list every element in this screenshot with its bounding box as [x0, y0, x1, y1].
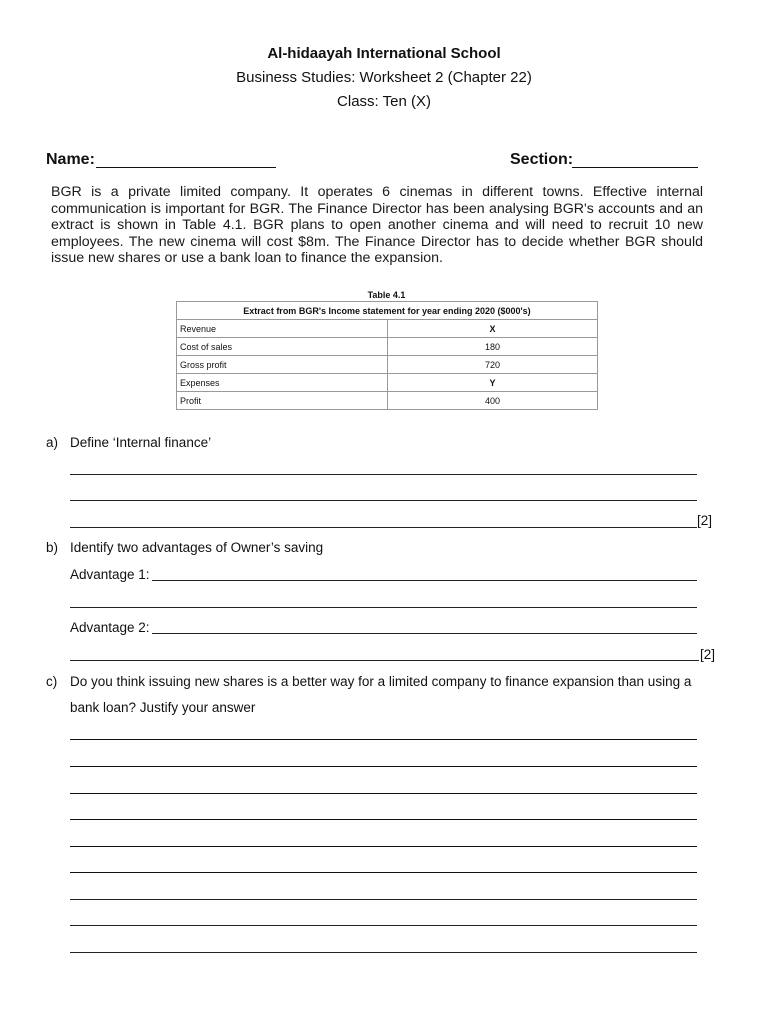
answer-line[interactable] [70, 739, 697, 740]
table-row [177, 356, 598, 374]
table-row [177, 320, 598, 338]
case-study-text: BGR is a private limited company. It operates 6 cinemas in different towns. Effective internal communication is important for BGR. The Finance Director has been analysing BGR's accounts and an extract is shown in Table 4.1. BGR plans to open another cinema and will need to recruit 10 new employees. The new cinema will cost $8m. The Finance Director has to decide whether BGR should issue new shares or use a bank loan to finance the expansion. [51, 184, 703, 266]
answer-line[interactable] [70, 766, 697, 767]
question-a-marks: [2] [697, 513, 713, 528]
answer-line[interactable] [70, 500, 697, 501]
table-label: Table 4.1 [367, 290, 406, 300]
advantage-1-label: Advantage 1: [70, 567, 150, 582]
question-b-label: b) [46, 540, 59, 555]
question-a-label: a) [46, 435, 59, 450]
table-row [177, 338, 598, 356]
answer-line[interactable] [70, 952, 697, 953]
answer-line[interactable] [70, 527, 697, 528]
class-label: Class: Ten (X) [337, 93, 431, 110]
question-c-text-line1: Do you think issuing new shares is a better way for a limited company to finance expansion than using a [70, 674, 692, 689]
answer-line[interactable] [70, 819, 697, 820]
row-item: Expenses [177, 374, 388, 392]
answer-line[interactable] [70, 925, 697, 926]
answer-line[interactable] [70, 846, 697, 847]
advantage-2-label: Advantage 2: [70, 620, 150, 635]
section-field-line[interactable] [572, 167, 698, 168]
advantage-2-line[interactable] [152, 633, 697, 634]
row-item: Revenue [177, 320, 388, 338]
table-row [177, 392, 598, 410]
answer-line[interactable] [70, 872, 697, 873]
answer-line[interactable] [70, 607, 697, 608]
answer-line[interactable] [70, 899, 697, 900]
row-item: Profit [177, 392, 388, 410]
worksheet-title: Business Studies: Worksheet 2 (Chapter 22) [236, 69, 532, 86]
school-name: Al-hidaayah International School [267, 45, 501, 62]
answer-line[interactable] [70, 660, 699, 661]
row-value: 720 [388, 356, 598, 374]
section-label: Section: [510, 151, 574, 168]
table-row [177, 374, 598, 392]
income-statement-table [176, 301, 598, 410]
question-b-marks: [2] [700, 647, 716, 662]
row-item: Cost of sales [177, 338, 388, 356]
answer-line[interactable] [70, 793, 697, 794]
row-item: Gross profit [177, 356, 388, 374]
question-c-label: c) [46, 674, 58, 689]
name-label: Name: [46, 151, 95, 168]
advantage-1-line[interactable] [152, 580, 697, 581]
name-field-line[interactable] [96, 167, 276, 168]
row-value: Y [388, 374, 598, 392]
answer-line[interactable] [70, 474, 697, 475]
row-value: X [388, 320, 598, 338]
row-value: 400 [388, 392, 598, 410]
question-c-text-line2: bank loan? Justify your answer [70, 700, 256, 715]
row-value: 180 [388, 338, 598, 356]
question-a-text: Define ‘Internal finance’ [70, 435, 212, 450]
table-heading: Extract from BGR's Income statement for year ending 2020 ($000's) [177, 302, 598, 320]
question-b-text: Identify two advantages of Owner’s saving [70, 540, 324, 555]
